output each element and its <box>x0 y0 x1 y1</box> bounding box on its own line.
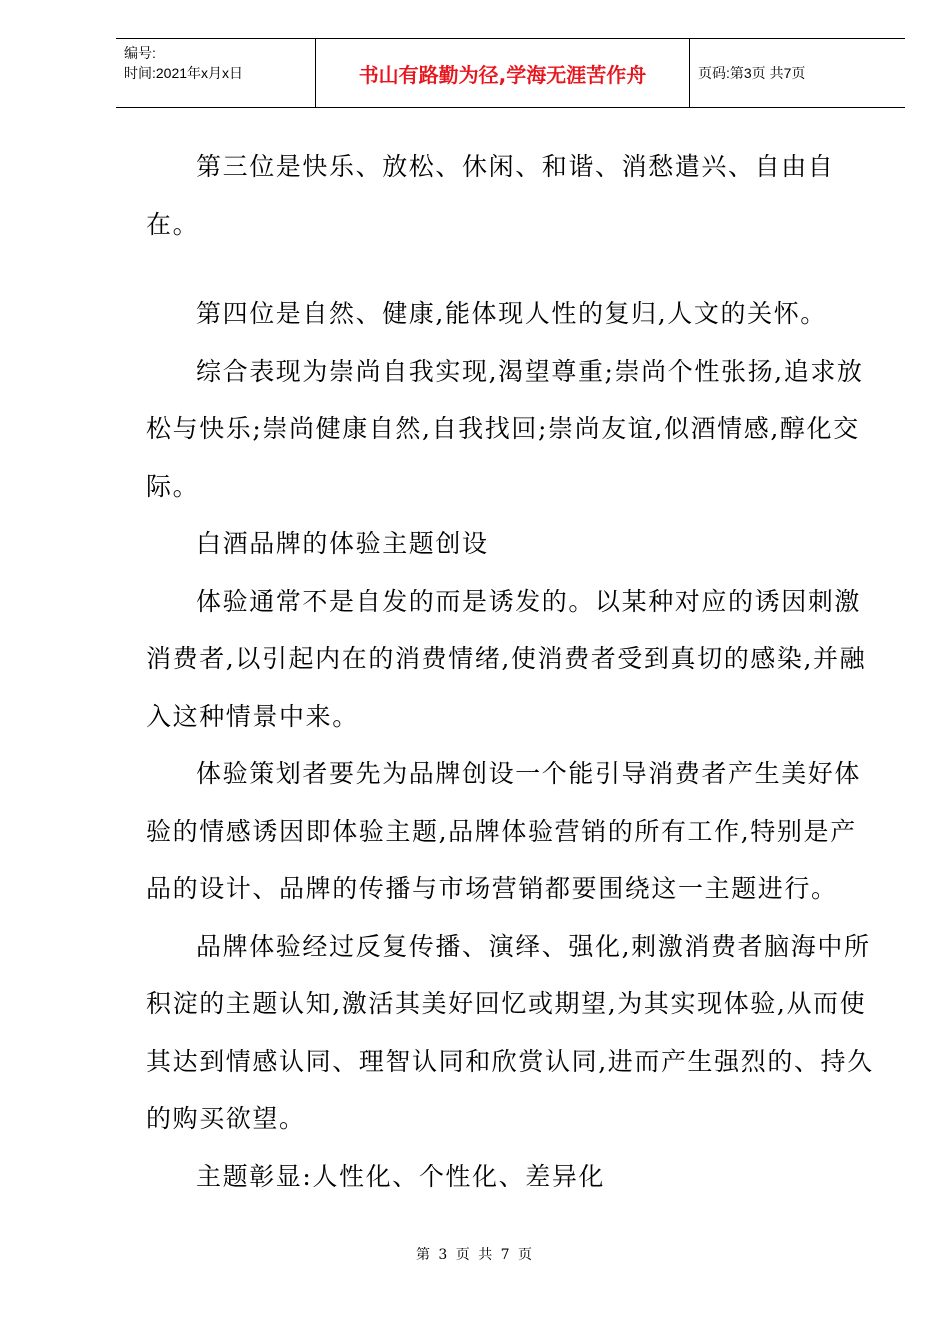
header-page-cell <box>690 39 905 107</box>
footer-page-number: 第 3 页 共 7 页 <box>415 1247 535 1263</box>
motto-text: 书山有路勤为径,学海无涯苦作舟 <box>358 62 647 87</box>
paragraph: 体验通常不是自发的而是诱发的。以某种对应的诱因刺激消费者,以引起内在的消费情绪,使消费者受到真切的感染,并融入这种情景中来。 <box>146 586 867 731</box>
paragraph-gap <box>146 253 878 285</box>
paragraph: 第三位是快乐、放松、休闲、和谐、消愁遣兴、自由自在。 <box>146 152 835 239</box>
paragraph: 综合表现为崇尚自我实现,渴望尊重;崇尚个性张扬,追求放松与快乐;崇尚健康自然,自我找回;崇尚友谊,似酒情感,醇化交际。 <box>146 356 864 501</box>
number-label: 编号: <box>124 45 156 61</box>
document-body <box>146 138 878 1205</box>
paragraph: 第四位是自然、健康,能体现人性的复归,人文的关怀。 <box>196 299 827 328</box>
page-info: 页码:第3页 共7页 <box>698 65 806 81</box>
header-motto-cell <box>316 39 690 107</box>
time-label: 时间:2021年x月x日 <box>124 65 244 81</box>
paragraph: 主题彰显:人性化、个性化、差异化 <box>196 1161 606 1191</box>
page-footer <box>0 1244 950 1264</box>
paragraph: 体验策划者要先为品牌创设一个能引导消费者产生美好体验的情感诱因即体验主题,品牌体验营销的所有工作,特别是产品的设计、品牌的传播与市场营销都要围绕这一主题进行。 <box>146 759 862 903</box>
section-heading: 白酒品牌的体验主题创设 <box>196 529 489 558</box>
page-header <box>116 38 905 108</box>
paragraph: 品牌体验经过反复传播、演绎、强化,刺激消费者脑海中所积淀的主题认知,激活其美好回忆或期望,为其实现体验,从而使其达到情感认同、理智认同和欣赏认同,进而产生强烈的、持久的购买欲望。 <box>146 931 874 1133</box>
header-meta-cell <box>116 39 316 107</box>
